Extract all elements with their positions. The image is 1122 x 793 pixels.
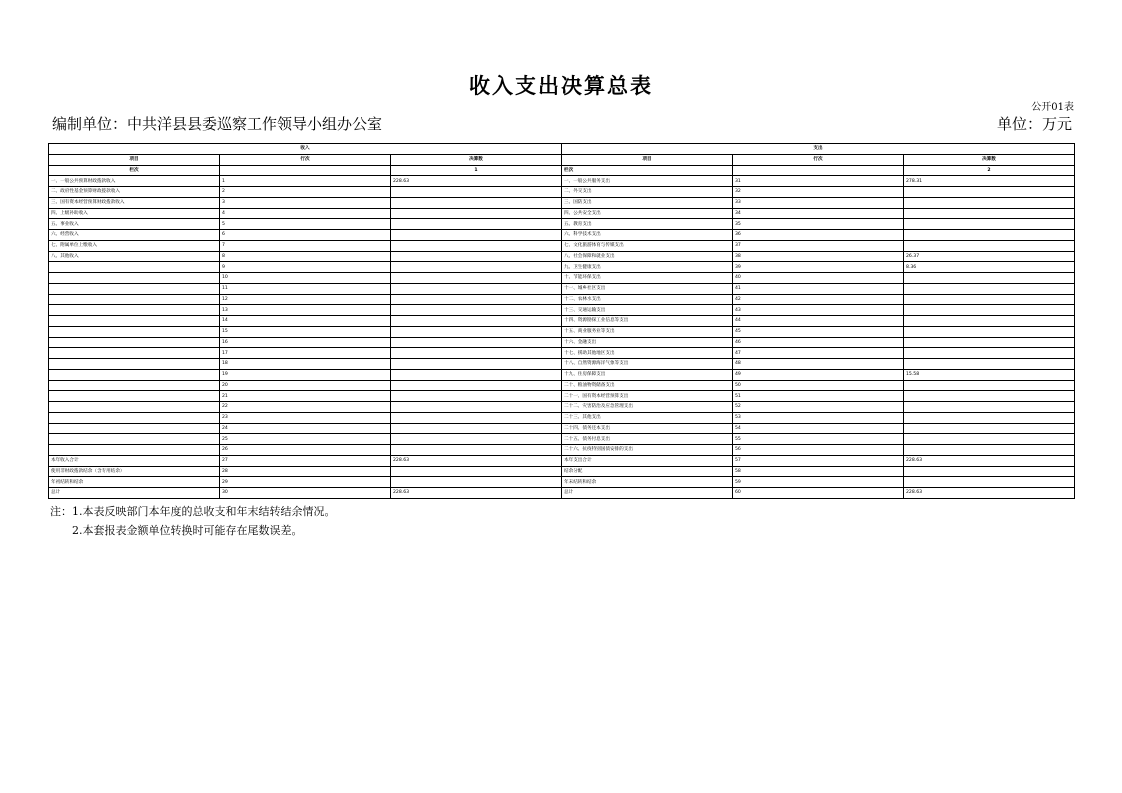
income-item-cell: 年初结转和结余 [49, 477, 220, 488]
income-item-cell [49, 294, 220, 305]
expense-item-cell: 十八、自然资源海洋气象等支出 [562, 359, 733, 370]
income-item-cell [49, 283, 220, 294]
income-line-no-cell: 16 [220, 337, 391, 348]
expense-line-no-cell: 49 [733, 369, 904, 380]
income-amount-cell [391, 316, 562, 327]
income-item-cell [49, 445, 220, 456]
expense-amount-cell [904, 423, 1075, 434]
expense-amount-cell [904, 445, 1075, 456]
income-amount-cell [391, 412, 562, 423]
expense-line-no-cell: 57 [733, 455, 904, 466]
income-line-no-cell: 19 [220, 369, 391, 380]
expense-item-header: 项目 [562, 154, 733, 165]
expense-line-no-cell: 32 [733, 187, 904, 198]
income-line-header: 行次 [220, 154, 391, 165]
income-item-cell: 使用非财政拨款结余（含专用结余） [49, 466, 220, 477]
expense-item-cell: 本年支出合计 [562, 455, 733, 466]
expense-line-no-cell: 38 [733, 251, 904, 262]
expense-column-index: 2 [904, 165, 1075, 176]
income-item-cell: 三、国有资本经营预算财政拨款收入 [49, 197, 220, 208]
table-row [49, 380, 1075, 391]
expense-amount-cell: 278.31 [904, 176, 1075, 187]
table-row [49, 348, 1075, 359]
expense-amount-cell [904, 477, 1075, 488]
income-item-cell [49, 337, 220, 348]
expense-amount-cell [904, 273, 1075, 284]
column-index-row [49, 165, 1075, 176]
expense-line-no-cell: 39 [733, 262, 904, 273]
income-amount-header: 决算数 [391, 154, 562, 165]
expense-amount-cell [904, 337, 1075, 348]
income-item-cell: 七、附属单位上缴收入 [49, 240, 220, 251]
income-header: 收入 [49, 144, 562, 155]
table-row [49, 488, 1075, 499]
expense-item-cell: 结余分配 [562, 466, 733, 477]
table-row [49, 402, 1075, 413]
expense-item-cell: 五、教育支出 [562, 219, 733, 230]
budget-table [48, 143, 1075, 499]
expense-item-cell: 十五、商业服务业等支出 [562, 326, 733, 337]
expense-item-cell: 十一、城乡社区支出 [562, 283, 733, 294]
income-line-no-cell: 9 [220, 262, 391, 273]
table-row [49, 337, 1075, 348]
expense-item-cell: 八、社会保障和就业支出 [562, 251, 733, 262]
expense-amount-cell [904, 316, 1075, 327]
table-row [49, 466, 1075, 477]
income-amount-cell: 228.63 [391, 176, 562, 187]
expense-line-no-cell: 50 [733, 380, 904, 391]
expense-amount-cell [904, 197, 1075, 208]
income-item-cell [49, 273, 220, 284]
expense-line-no-cell: 47 [733, 348, 904, 359]
income-amount-cell [391, 305, 562, 316]
income-line-no-cell: 17 [220, 348, 391, 359]
income-item-cell [49, 305, 220, 316]
expense-item-cell: 十四、资源勘探工业信息等支出 [562, 316, 733, 327]
income-amount-cell [391, 294, 562, 305]
notes [50, 502, 336, 540]
table-row [49, 326, 1075, 337]
table-row [49, 197, 1075, 208]
income-item-cell [49, 380, 220, 391]
expense-item-cell: 总计 [562, 488, 733, 499]
expense-item-cell: 十七、援助其他地区支出 [562, 348, 733, 359]
income-line-no-cell: 21 [220, 391, 391, 402]
expense-line-no-cell: 46 [733, 337, 904, 348]
income-item-cell [49, 316, 220, 327]
page-title: 收入支出决算总表 [469, 74, 653, 98]
table-row [49, 359, 1075, 370]
table-row [49, 251, 1075, 262]
income-line-no-cell: 1 [220, 176, 391, 187]
income-item-cell [49, 326, 220, 337]
expense-amount-cell [904, 402, 1075, 413]
expense-amount-header: 决算数 [904, 154, 1075, 165]
expense-line-no-cell: 44 [733, 316, 904, 327]
expense-line-no-cell: 33 [733, 197, 904, 208]
income-line-no-cell: 22 [220, 402, 391, 413]
income-amount-cell [391, 477, 562, 488]
income-amount-cell [391, 326, 562, 337]
income-item-cell [49, 348, 220, 359]
header-group-row [49, 144, 1075, 155]
table-row [49, 187, 1075, 198]
income-item-cell [49, 412, 220, 423]
income-amount-cell [391, 273, 562, 284]
expense-line-no-cell: 59 [733, 477, 904, 488]
income-amount-cell [391, 380, 562, 391]
expense-amount-cell [904, 391, 1075, 402]
expense-amount-cell [904, 294, 1075, 305]
income-line-no-cell: 6 [220, 230, 391, 241]
expense-item-cell: 二十二、灾害防治及应急管理支出 [562, 402, 733, 413]
expense-item-cell: 年末结转和结余 [562, 477, 733, 488]
table-row [49, 208, 1075, 219]
expense-line-no-cell: 35 [733, 219, 904, 230]
income-item-cell: 一、一般公共预算财政拨款收入 [49, 176, 220, 187]
expense-item-cell: 二十五、债务付息支出 [562, 434, 733, 445]
income-amount-cell [391, 230, 562, 241]
income-column-index-label: 栏次 [49, 165, 220, 176]
income-amount-cell [391, 251, 562, 262]
table-row [49, 423, 1075, 434]
income-line-no-cell: 14 [220, 316, 391, 327]
income-amount-cell [391, 369, 562, 380]
income-line-no-cell: 24 [220, 423, 391, 434]
income-amount-cell: 228.63 [391, 455, 562, 466]
expense-line-no-cell: 58 [733, 466, 904, 477]
income-line-no-cell: 4 [220, 208, 391, 219]
expense-item-cell: 十、节能环保支出 [562, 273, 733, 284]
expense-item-cell: 七、文化旅游体育与传媒支出 [562, 240, 733, 251]
expense-item-cell: 十三、交通运输支出 [562, 305, 733, 316]
income-amount-cell [391, 423, 562, 434]
expense-line-no-cell: 55 [733, 434, 904, 445]
income-line-no-cell: 8 [220, 251, 391, 262]
expense-column-index-empty [733, 165, 904, 176]
income-line-no-cell: 18 [220, 359, 391, 370]
expense-line-no-cell: 52 [733, 402, 904, 413]
income-amount-cell [391, 283, 562, 294]
expense-amount-cell [904, 412, 1075, 423]
income-line-no-cell: 23 [220, 412, 391, 423]
expense-column-index-label: 栏次 [562, 165, 733, 176]
income-line-no-cell: 28 [220, 466, 391, 477]
income-line-no-cell: 20 [220, 380, 391, 391]
income-line-no-cell: 15 [220, 326, 391, 337]
expense-item-cell: 九、卫生健康支出 [562, 262, 733, 273]
expense-item-cell: 二十四、债务还本支出 [562, 423, 733, 434]
expense-amount-cell: 26.37 [904, 251, 1075, 262]
income-amount-cell [391, 197, 562, 208]
expense-amount-cell: 8.36 [904, 262, 1075, 273]
expense-line-header: 行次 [733, 154, 904, 165]
income-line-no-cell: 26 [220, 445, 391, 456]
income-amount-cell [391, 208, 562, 219]
expense-item-cell: 十六、金融支出 [562, 337, 733, 348]
income-item-cell: 总计 [49, 488, 220, 499]
expense-amount-cell [904, 187, 1075, 198]
income-item-cell [49, 262, 220, 273]
expense-item-cell: 二、外交支出 [562, 187, 733, 198]
expense-line-no-cell: 51 [733, 391, 904, 402]
expense-amount-cell [904, 359, 1075, 370]
expense-amount-cell [904, 305, 1075, 316]
income-column-index-empty [220, 165, 391, 176]
expense-line-no-cell: 34 [733, 208, 904, 219]
form-number: 公开01表 [1031, 102, 1074, 113]
header-column-row [49, 154, 1075, 165]
income-item-cell: 六、经营收入 [49, 230, 220, 241]
expense-line-no-cell: 36 [733, 230, 904, 241]
income-amount-cell [391, 337, 562, 348]
income-line-no-cell: 3 [220, 197, 391, 208]
income-item-cell: 五、事业收入 [49, 219, 220, 230]
table-row [49, 176, 1075, 187]
expense-amount-cell [904, 208, 1075, 219]
expense-amount-cell [904, 466, 1075, 477]
table-row [49, 412, 1075, 423]
expense-item-cell: 二十、粮油物资储备支出 [562, 380, 733, 391]
income-amount-cell [391, 219, 562, 230]
income-amount-cell [391, 187, 562, 198]
expense-line-no-cell: 41 [733, 283, 904, 294]
table-row [49, 230, 1075, 241]
currency-unit: 单位：万元 [996, 115, 1072, 133]
income-line-no-cell: 12 [220, 294, 391, 305]
table-row [49, 294, 1075, 305]
income-item-cell [49, 402, 220, 413]
income-line-no-cell: 30 [220, 488, 391, 499]
income-line-no-cell: 2 [220, 187, 391, 198]
expense-item-cell: 三、国防支出 [562, 197, 733, 208]
table-row [49, 316, 1075, 327]
expense-header: 支出 [562, 144, 1075, 155]
expense-item-cell: 六、科学技术支出 [562, 230, 733, 241]
income-amount-cell [391, 240, 562, 251]
income-item-cell: 本年收入合计 [49, 455, 220, 466]
income-item-cell [49, 391, 220, 402]
income-amount-cell [391, 466, 562, 477]
expense-line-no-cell: 45 [733, 326, 904, 337]
income-amount-cell: 228.63 [391, 488, 562, 499]
table-row [49, 434, 1075, 445]
expense-line-no-cell: 56 [733, 445, 904, 456]
expense-amount-cell [904, 240, 1075, 251]
expense-line-no-cell: 60 [733, 488, 904, 499]
income-line-no-cell: 5 [220, 219, 391, 230]
table-row [49, 262, 1075, 273]
income-item-cell [49, 359, 220, 370]
income-line-no-cell: 13 [220, 305, 391, 316]
income-item-cell [49, 369, 220, 380]
table-row [49, 369, 1075, 380]
income-line-no-cell: 27 [220, 455, 391, 466]
income-item-cell [49, 434, 220, 445]
expense-amount-cell: 15.58 [904, 369, 1075, 380]
income-amount-cell [391, 359, 562, 370]
expense-amount-cell [904, 348, 1075, 359]
expense-item-cell: 一、一般公共服务支出 [562, 176, 733, 187]
reporting-unit: 编制单位：中共洋县县委巡察工作领导小组办公室 [52, 115, 383, 133]
expense-line-no-cell: 31 [733, 176, 904, 187]
income-amount-cell [391, 402, 562, 413]
expense-amount-cell: 228.63 [904, 488, 1075, 499]
expense-line-no-cell: 42 [733, 294, 904, 305]
income-item-cell: 八、其他收入 [49, 251, 220, 262]
expense-item-cell: 二十六、抗疫特别国债安排的支出 [562, 445, 733, 456]
table-row [49, 391, 1075, 402]
expense-amount-cell [904, 230, 1075, 241]
expense-amount-cell [904, 434, 1075, 445]
income-amount-cell [391, 434, 562, 445]
table-row [49, 455, 1075, 466]
expense-item-cell: 十二、农林水支出 [562, 294, 733, 305]
income-amount-cell [391, 445, 562, 456]
income-line-no-cell: 7 [220, 240, 391, 251]
expense-item-cell: 二十三、其他支出 [562, 412, 733, 423]
expense-line-no-cell: 54 [733, 423, 904, 434]
expense-item-cell: 十九、住房保障支出 [562, 369, 733, 380]
expense-line-no-cell: 43 [733, 305, 904, 316]
expense-amount-cell [904, 326, 1075, 337]
table-row [49, 445, 1075, 456]
table-row [49, 240, 1075, 251]
expense-amount-cell [904, 380, 1075, 391]
expense-line-no-cell: 37 [733, 240, 904, 251]
income-amount-cell [391, 391, 562, 402]
expense-item-cell: 四、公共安全支出 [562, 208, 733, 219]
expense-amount-cell [904, 219, 1075, 230]
income-line-no-cell: 10 [220, 273, 391, 284]
expense-amount-cell: 228.63 [904, 455, 1075, 466]
note-2: 2.本套报表金额单位转换时可能存在尾数误差。 [72, 524, 303, 537]
table-row [49, 273, 1075, 284]
table-row [49, 219, 1075, 230]
income-item-cell: 二、政府性基金预算财政拨款收入 [49, 187, 220, 198]
income-amount-cell [391, 262, 562, 273]
expense-line-no-cell: 53 [733, 412, 904, 423]
note-1: 注：1.本表反映部门本年度的总收支和年末结转结余情况。 [50, 505, 336, 518]
income-line-no-cell: 25 [220, 434, 391, 445]
income-item-cell: 四、上级补助收入 [49, 208, 220, 219]
table-row [49, 477, 1075, 488]
expense-line-no-cell: 40 [733, 273, 904, 284]
income-line-no-cell: 29 [220, 477, 391, 488]
expense-amount-cell [904, 283, 1075, 294]
expense-item-cell: 二十一、国有资本经营预算支出 [562, 391, 733, 402]
expense-line-no-cell: 48 [733, 359, 904, 370]
income-line-no-cell: 11 [220, 283, 391, 294]
income-item-header: 项目 [49, 154, 220, 165]
table-row [49, 305, 1075, 316]
table-row [49, 283, 1075, 294]
income-item-cell [49, 423, 220, 434]
income-column-index: 1 [391, 165, 562, 176]
income-amount-cell [391, 348, 562, 359]
